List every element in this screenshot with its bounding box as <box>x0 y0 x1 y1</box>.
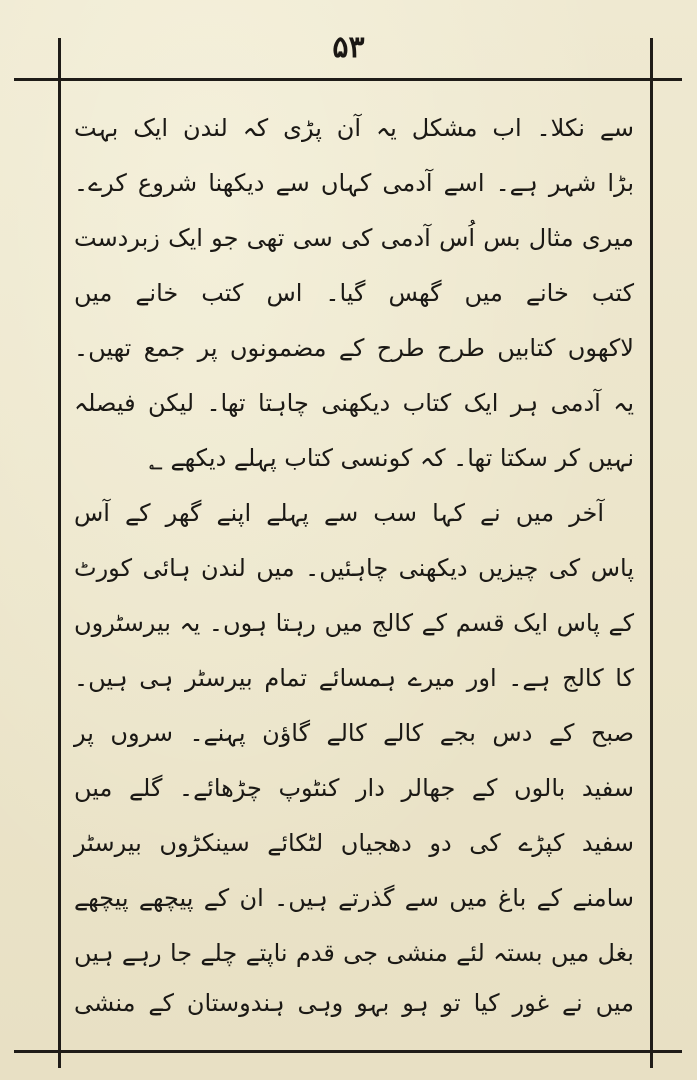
right-rule <box>650 38 653 1068</box>
text-line: یہ آدمی ہر ایک کتاب دیکھنی چاہتا تھا۔ لیکن فیصلہ <box>74 389 634 417</box>
body-text <box>66 100 644 1030</box>
text-line: سامنے کے باغ میں سے گذرتے ہیں۔ ان کے پیچھے پیچھے <box>74 884 634 912</box>
text-line: لاکھوں کتابیں طرح طرح کے مضمونوں پر جمع تھیں۔ <box>74 334 634 362</box>
text-line: سفید بالوں کے جھالر دار کنٹوپ چڑھائے۔ گلے میں <box>74 774 634 802</box>
left-rule <box>58 38 61 1068</box>
text-line: سفید کپڑے کی دو دھجیاں لٹکائے سینکڑوں بیرسٹر <box>74 829 634 857</box>
text-line: بڑا شہر ہے۔ اسے آدمی کہاں سے دیکھنا شروع کرے۔ <box>74 169 634 197</box>
text-line: کا کالج ہے۔ اور میرے ہمسائے تمام بیرسٹر ہی ہیں۔ <box>74 664 634 692</box>
text-line: آخر میں نے کہا سب سے پہلے اپنے گھر کے آس <box>74 499 604 527</box>
text-line: کے پاس ایک قسم کے کالج میں رہتا ہوں۔ یہ بیرسٹروں <box>74 609 634 637</box>
text-line: میری مثال بس اُس آدمی کی سی تھی جو ایک زبردست <box>74 224 634 252</box>
top-rule <box>14 78 682 81</box>
text-line: کتب خانے میں گھس گیا۔ اس کتب خانے میں <box>74 279 634 307</box>
text-line: صبح کے دس بجے کالے کالے گاؤن پہنے۔ سروں پر <box>74 719 634 747</box>
text-line: بغل میں بستہ لئے منشی جی قدم ناپتے چلے جا رہے ہیں <box>74 939 634 967</box>
text-line: پاس کی چیزیں دیکھنی چاہئیں۔ میں لندن ہائی کورٹ <box>74 554 634 582</box>
text-line: سے نکلا۔ اب مشکل یہ آن پڑی کہ لندن ایک بہت <box>74 114 634 142</box>
text-line: میں نے غور کیا تو ہو بہو وہی ہندوستان کے منشی <box>74 989 634 1017</box>
page-number: ۵۳ <box>332 30 365 65</box>
bottom-rule <box>14 1050 682 1053</box>
text-line: نہیں کر سکتا تھا۔ کہ کونسی کتاب پہلے دیکھے ؂ <box>148 444 634 472</box>
